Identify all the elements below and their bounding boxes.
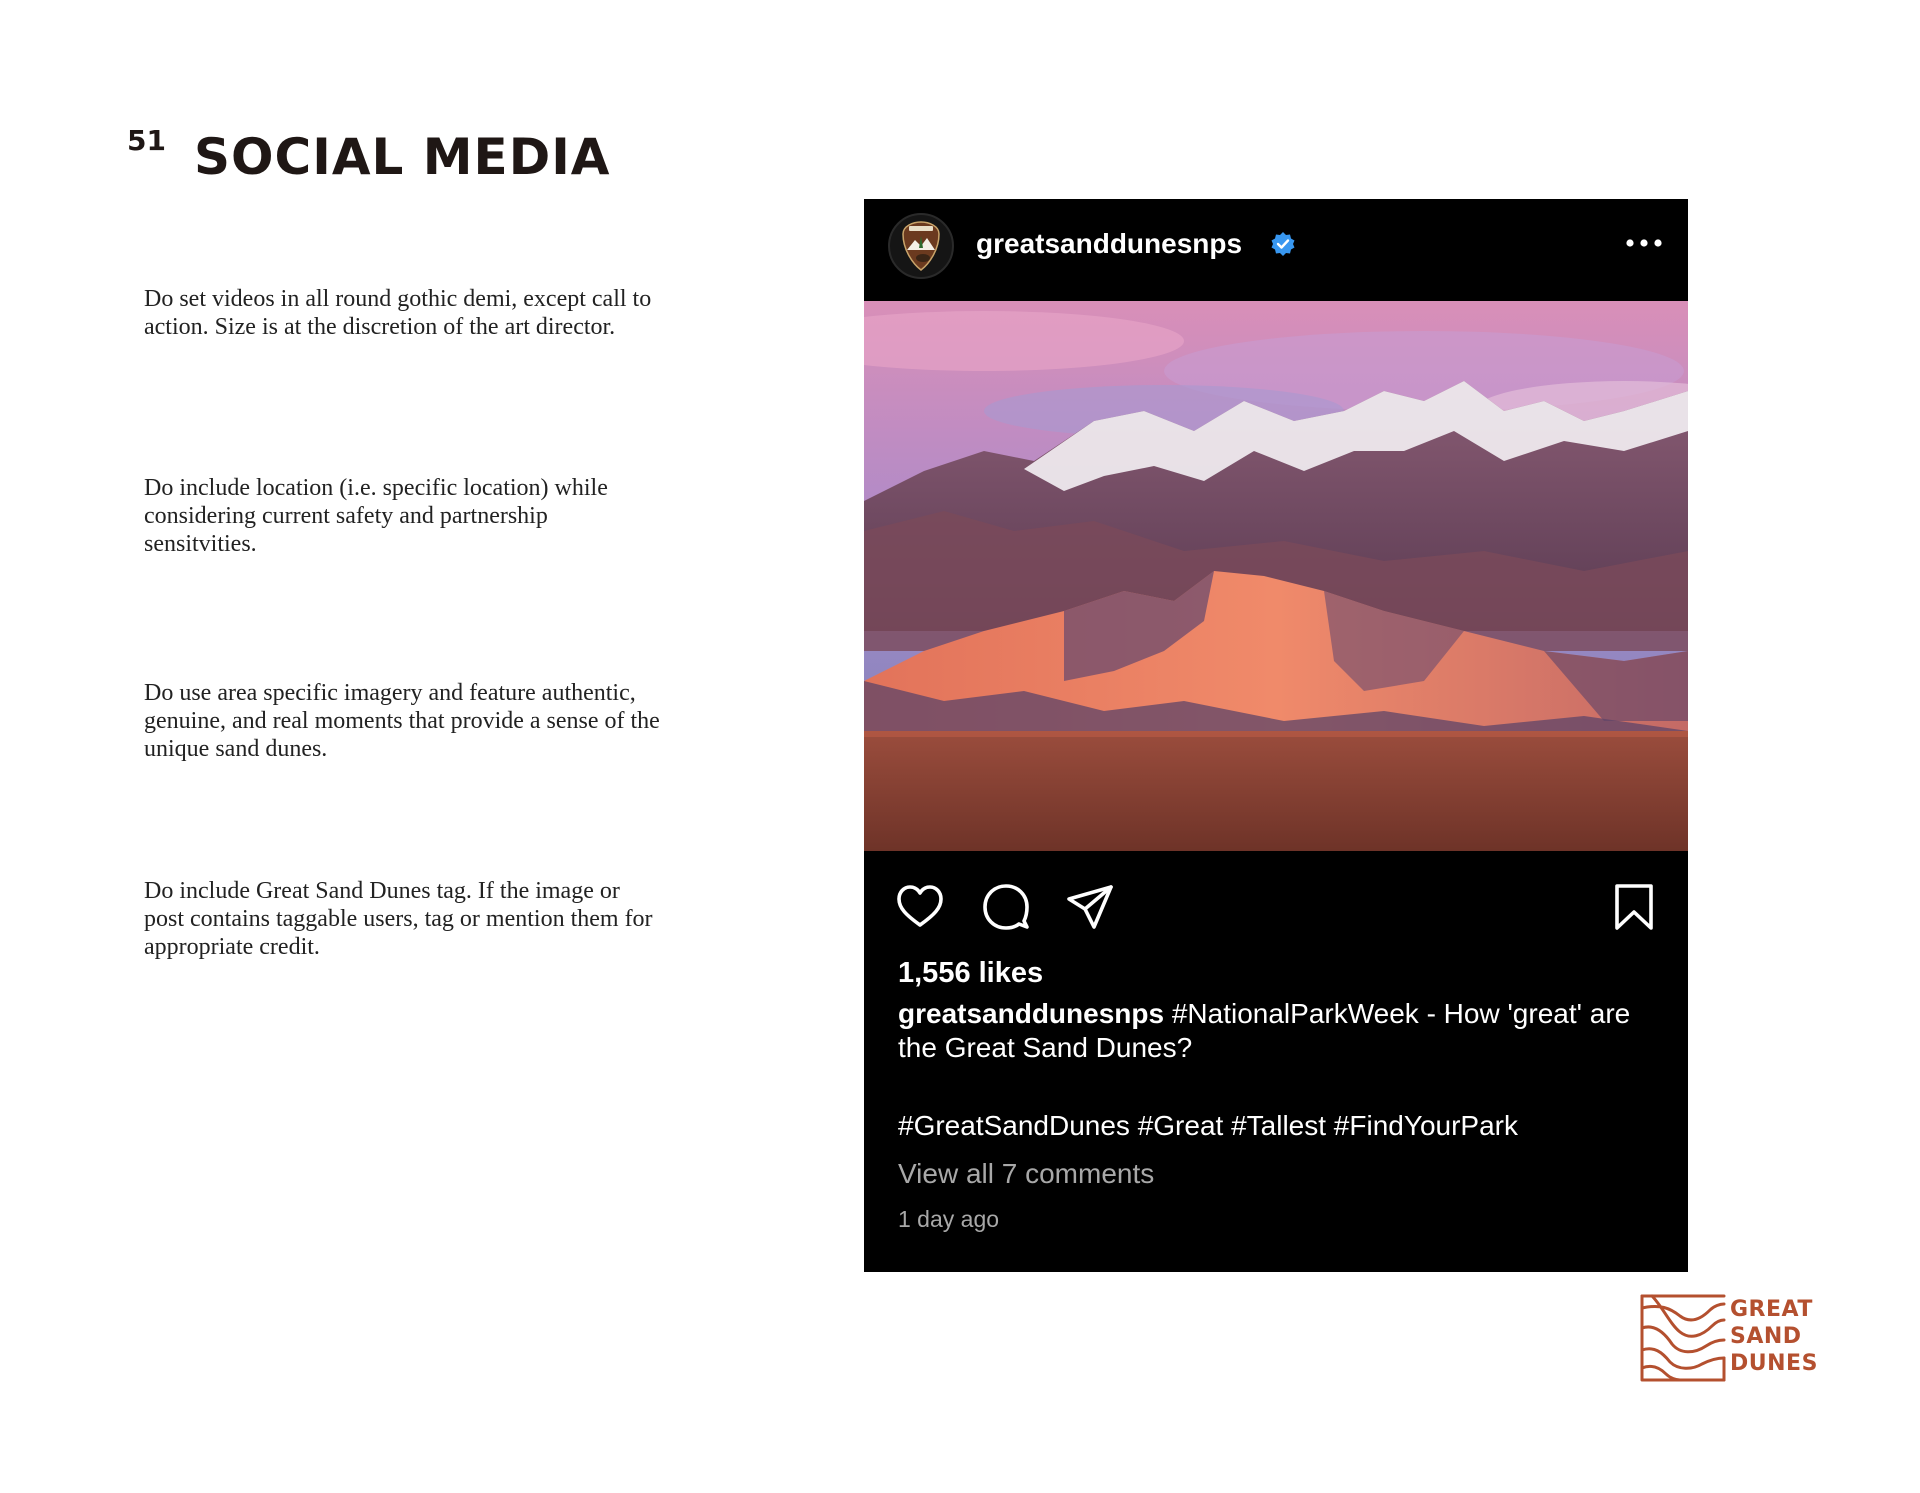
post-username[interactable]: greatsanddunesnps [976, 228, 1243, 259]
comment-bubble-icon[interactable] [980, 881, 1032, 933]
post-header [864, 199, 1688, 301]
heart-icon[interactable] [894, 881, 946, 933]
dunes-mark-icon [1640, 1294, 1726, 1382]
more-dots-icon[interactable] [1624, 235, 1664, 251]
guideline-video-typography: Do set videos in all round gothic demi, except call to action. Size is at the discretion of the art director. [144, 286, 652, 340]
avatar[interactable] [888, 213, 954, 279]
post-timestamp: 1 day ago [898, 1206, 1000, 1232]
great-sand-dunes-logo [1640, 1294, 1816, 1382]
caption-username[interactable]: greatsanddunesnps [898, 998, 1165, 1029]
page-number: 51 [127, 124, 166, 157]
brand-word-sand: SAND [1730, 1324, 1802, 1349]
guideline-imagery: Do use area specific imagery and feature authentic, genuine, and real moments that provide a sense of the unique sand dunes. [144, 680, 660, 762]
post-photo-sand-dunes[interactable] [864, 301, 1688, 851]
post-caption [898, 997, 1658, 1065]
paper-plane-icon[interactable] [1064, 881, 1116, 933]
post-hashtags[interactable]: #GreatSandDunes #Great #Tallest #FindYourPark [898, 1110, 1518, 1141]
verified-badge-icon [1270, 231, 1296, 257]
guideline-tagging: Do include Great Sand Dunes tag. If the image or post contains taggable users, tag or mention them for appropriate credit. [144, 878, 653, 960]
likes-count[interactable]: 1,556 likes [898, 957, 1044, 989]
caption-text: #NationalParkWeek - How 'great' are the Great Sand Dunes? [898, 998, 1631, 1063]
bookmark-icon[interactable] [1608, 881, 1660, 933]
page-title: SOCIAL MEDIA [194, 128, 611, 186]
instagram-post [864, 199, 1688, 1272]
brand-word-great: GREAT [1730, 1297, 1813, 1322]
guideline-location: Do include location (i.e. specific location) while considering current safety and partnership sensitvities. [144, 475, 608, 557]
brand-word-dunes: DUNES [1730, 1351, 1818, 1376]
brand-wordmark [1730, 1296, 1818, 1377]
nps-arrowhead-icon [899, 220, 943, 272]
view-comments-link[interactable]: View all 7 comments [898, 1158, 1155, 1189]
